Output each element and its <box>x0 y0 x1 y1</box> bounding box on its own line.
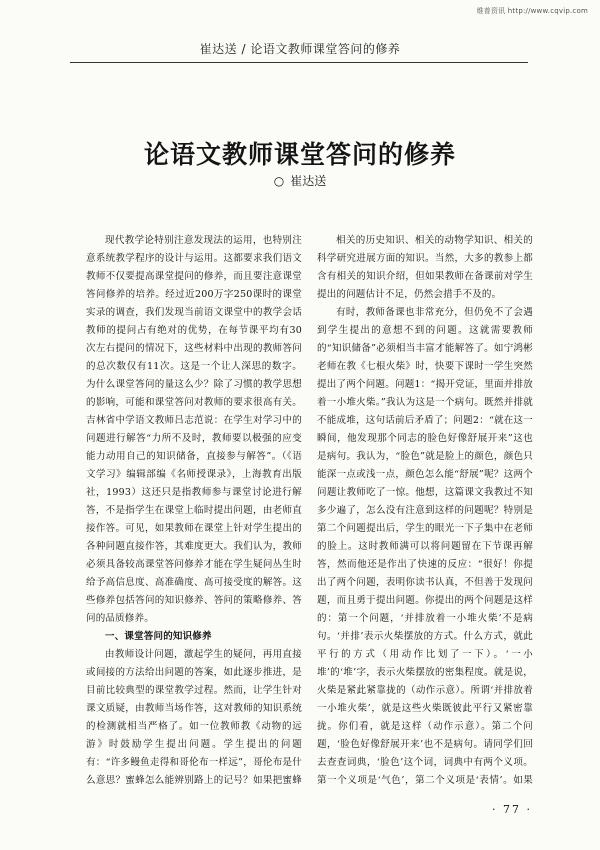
intro-paragraph: 现代教学论特别注意发现法的运用，也特别注意系统教学程序的设计与运用。这都要求我们语文教师不仅要提高课堂提问的修养，而且要注意课堂答问修养的培养。经过近200万字250课时的课堂实录的调查，我们发现当前语文课堂中的教学会话教师的提问占有绝对的优势，在每节课平均有30次左右提问的情况下，这些材料中出现的教师答问的总次数仅有11次。这是一个让人深思的数字。为什么课堂答问的量这么少？除了习惯的教学思想的影响，可能和课堂答问对教师的要求很高有关。吉林省中学语文教师吕志范说：在学生对学习中的问题进行解答“力所不及时，教师要以极强的应变能力动用自己的知识储备，直接参与解答”。（《语文学习》编辑部编《名师授课录》，上海教育出版社，1993）这还只是指教师参与课堂讨论进行解答，不是指学生在课堂上临时提出问题，由老师直接作答。可见，如果教师在课堂上针对学生提出的各种问题直接作答，其难度更大。我们认为，教师必须具备较高课堂答问修养才能在学生疑问丛生时给予高信息度、高准确度、高可接受度的解答。这些修养包括答问的知识修养、答问的策略修养、答问的品质修养。 <box>86 235 302 624</box>
continued-paragraph: 相关的历史知识、相关的动物学知识、相关的科学研究进展方面的知识。当然，大多的教参上都含有相关的知识介绍，但如果教师在备课前对学生提出的问题估计不足，仍然会措手不及的。 <box>317 235 533 300</box>
running-head: 崔达送 / 论语文教师课堂答问的修养 <box>199 42 401 56</box>
section-paragraph: 由教师设计问题，激起学生的疑问，再用直接或间接的方法给出问题的答案，如此逐步推进，是目前比较典型的课堂教学过程。然而，让学生针对课文质疑，由教师当场作答，这对教师的知识系统的检测就相当严格了。如一位教师教《动物的远游》时鼓励学生提出问题。学生提出的问题有：“许多鳗鱼走得和哥伦布一样远”，哥伦布是什么意思？蜜蜂怎么能辨别路上的记号？如果把蜜蜂 <box>86 649 302 786</box>
section-heading: 一、课堂答问的知识修养 <box>105 631 212 642</box>
article-title: 论语文教师课堂答问的修养 <box>143 139 456 169</box>
author-line <box>0 172 600 189</box>
circle-bullet-icon: ○ <box>273 174 285 188</box>
body-paragraph: 有时，教师备课也非常充分，但仍免不了会遇到学生提出的意想不到的问题。这就需要教师的“知识储备”必须相当丰富才能解答了。如宁鸿彬老师在教《七根火柴》时，快要下课时一学生突然提出了两个问题。问题1：“揭开党证，里面并排放着一小堆火柴。”我认为这是一个病句。既然并排就不能成堆，这句话前后矛盾了；问题2：“就在这一瞬间，他发现那个同志的脸色好像舒展开来”这也是病句。我认为，“脸色”就是脸上的颜色，颜色只能深一点或浅一点，颜色怎么能“舒展”呢？这两个问题让教师吃了一惊。他想，这篇课文我教过不知多少遍了，怎么没有注意到这样的问题呢？特别是第二个问题提出后，学生的眼光一下子集中在老师的脸上。这时教师满可以将问题留在下节课再解答，然而他还是作出了快速的反应：“很好！你提出了两个问题，表明你读书认真，不但善于发现问题，而且勇于提出问题。你提出的两个问题是这样的：第一个问题，‘并排放着一小堆火柴’不是病句。‘并排’表示火柴摆放的方式。什么方式，就此平行的方式（用动作比划了一下）。‘一小堆’的‘堆’字，表示火柴摆放的密集程度。就是说，火柴是紧此紧靠拢的（动作示意）。所谓‘并排放着一小堆火柴’，就是这些火柴既彼此平行又紧密靠拢。你们看，就是这样（动作示意）。第二个问题，‘脸色好像舒展开来’也不是病句。请同学们回去查查词典，‘脸色’这个词，词典中有两个义项。第一个义项是‘气色’，第二个义项是‘表情’。如果 <box>317 307 533 786</box>
author-name: 崔达送 <box>290 174 327 188</box>
page-number: · 77 · <box>492 803 532 816</box>
left-column <box>86 232 302 792</box>
watermark: 维普资讯 http://www.cqvip.com <box>476 7 588 15</box>
right-column <box>317 232 533 792</box>
header-divider <box>70 62 528 63</box>
